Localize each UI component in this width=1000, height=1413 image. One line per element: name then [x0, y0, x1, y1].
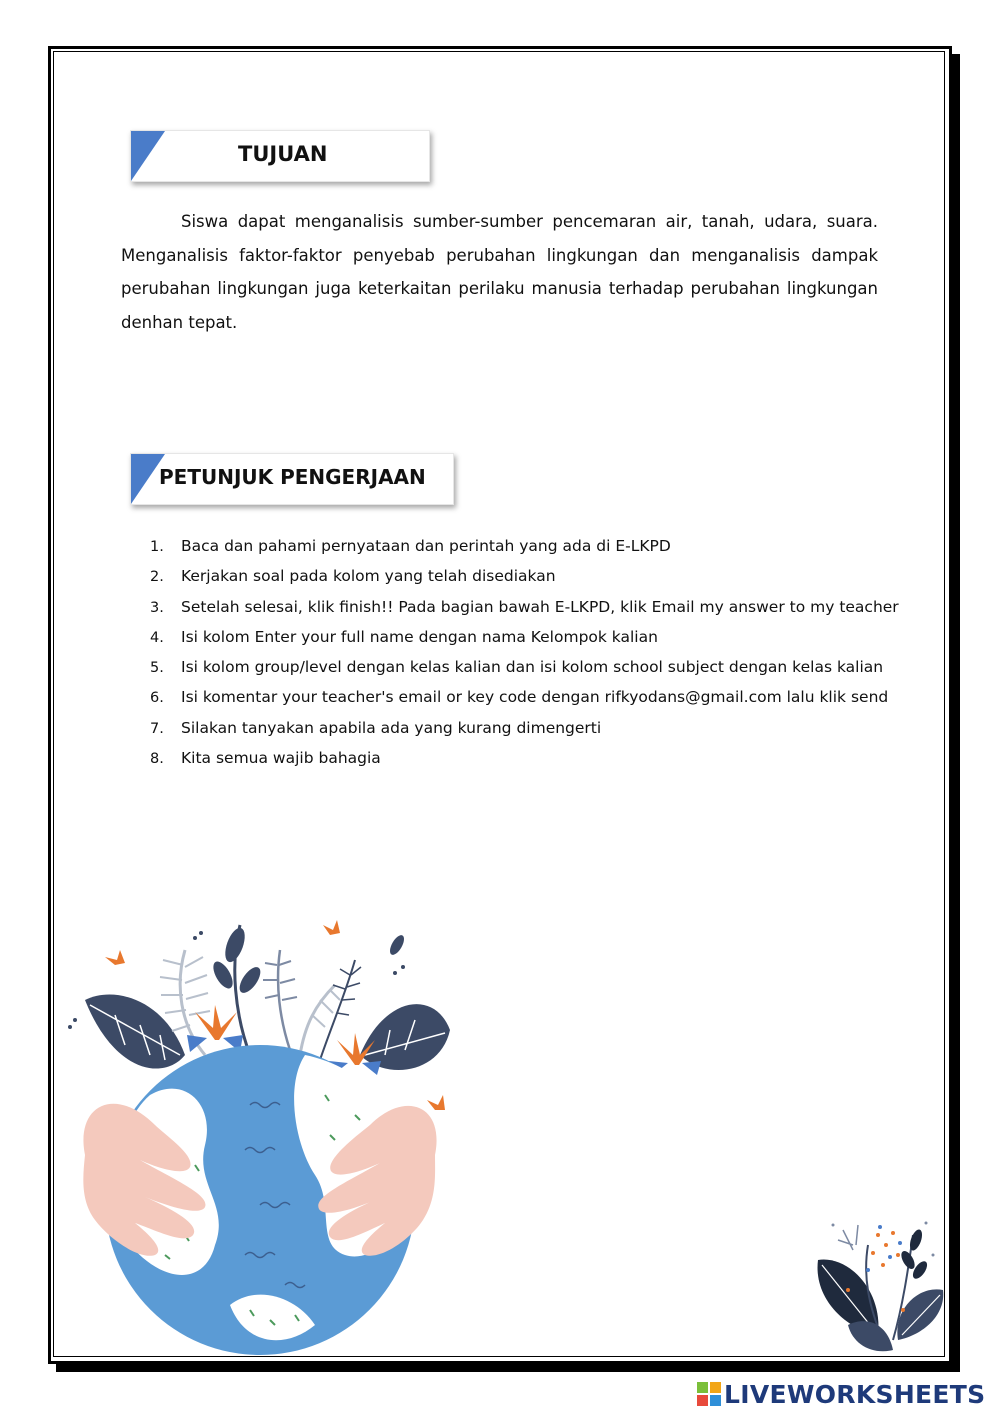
- step-text: Silakan tanyakan apabila ada yang kurang dimengerti: [181, 718, 602, 737]
- step-number: 4.: [150, 629, 164, 646]
- step-number: 8.: [150, 751, 164, 768]
- list-item: [150, 713, 910, 743]
- globe-hands-illustration: [55, 905, 455, 1355]
- instruction-list: [150, 531, 910, 773]
- step-text: Kerjakan soal pada kolom yang telah disediakan: [181, 567, 556, 586]
- step-text: Isi kolom Enter your full name dengan nama Kelompok kalian: [181, 627, 658, 646]
- liveworksheets-logo-mark: [697, 1382, 721, 1406]
- petunjuk-heading-banner: [130, 453, 454, 505]
- step-number: 3.: [150, 599, 164, 616]
- list-item: [150, 592, 910, 622]
- step-text: Kita semua wajib bahagia: [181, 749, 381, 768]
- tujuan-heading-banner: [130, 130, 430, 182]
- list-item: [150, 652, 910, 682]
- petunjuk-heading: PETUNJUK PENGERJAAN: [159, 465, 426, 489]
- banner-accent-triangle: [131, 131, 165, 181]
- step-text: Setelah selesai, klik finish!! Pada bagian bawah E-LKPD, klik Email my answer to my teacher: [181, 597, 899, 616]
- step-number: 1.: [150, 539, 164, 555]
- step-text: Baca dan pahami pernyataan dan perintah yang ada di E-LKPD: [181, 537, 671, 555]
- step-number: 5.: [150, 660, 164, 677]
- step-number: 2.: [150, 569, 164, 586]
- liveworksheets-brand-text: LIVEWORKSHEETS: [724, 1379, 986, 1409]
- list-item: [150, 682, 910, 712]
- step-number: 7.: [150, 720, 164, 737]
- list-item: [150, 531, 910, 561]
- list-item: [150, 743, 910, 773]
- tujuan-paragraph: Siswa dapat menganalisis sumber-sumber pencemaran air, tanah, udara, suara. Menganalisis faktor-faktor penyebab perubahan lingkungan dan menganalisis dampak perubahan lingkungan juga keterkaitan perilaku manusia terhadap perubahan lingkungan denhan tepat.: [121, 212, 878, 332]
- step-number: 6.: [150, 690, 164, 707]
- plant-illustration: [808, 1215, 948, 1360]
- step-text: Isi kolom group/level dengan kelas kalian dan isi kolom school subject dengan kelas kalian: [181, 658, 884, 677]
- list-item: [150, 561, 910, 591]
- step-text: Isi komentar your teacher's email or key code dengan rifkyodans@gmail.com lalu klik send: [181, 688, 889, 707]
- tujuan-heading: TUJUAN: [238, 142, 328, 166]
- list-item: [150, 622, 910, 652]
- liveworksheets-logo: [697, 1377, 985, 1411]
